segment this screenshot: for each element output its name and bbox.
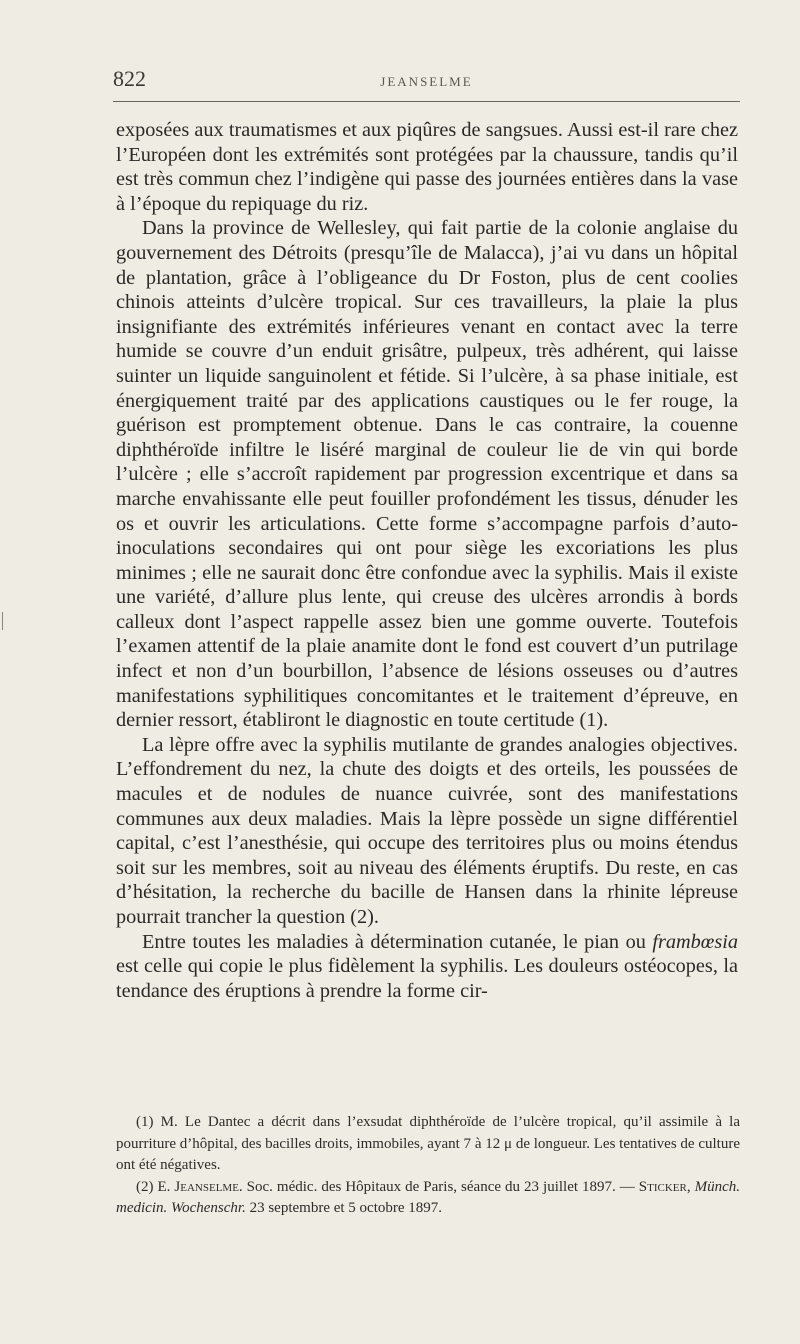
page-header xyxy=(113,66,740,96)
footnote-2-text-1: . Soc. médic. des Hôpitaux de Paris, séance du 23 juillet 1897. — xyxy=(238,1178,639,1195)
footnote-2-author-1: Jeanselme xyxy=(174,1178,239,1195)
footnote-1: (1) M. Le Dantec a décrit dans l’exsudat diphthéroïde de l’ulcère tropical, qu’il assimile à la pourriture d’hôpital, des bacilles droits, immobiles, ayant 7 à 12 μ de longueur. Les tentatives de culture ont été négatives. xyxy=(116,1114,740,1173)
paragraph-4-end: est celle qui copie le plus fidèlement la syphilis. Les douleurs ostéocopes, la tendance des éruptions à prendre la forme cir- xyxy=(116,955,738,1002)
paragraph-2: Dans la province de Wellesley, qui fait partie de la colonie anglaise du gouvernement des Détroits (presqu’île de Malacca), j’ai vu dans un hôpital de plantation, grâce à l’obligeance du Dr Foston, plus de cent coolies chinois atteints d’ulcère tropical. Sur ces travailleurs, la plaie la plus insignifiante des extrémités inférieures venant en contact avec la terre humide se couvre d’un enduit grisâtre, pulpeux, très adhérent, qui laisse suinter un liquide sanguinolent et fétide. Si l’ulcère, à sa phase initiale, est énergiquement traité par des applications caustiques ou le fer rouge, la guérison est promptement obtenue. Dans le cas contraire, la couenne diphthéroïde infiltre le liséré marginal de couleur lie de vin qui borde l’ulcère ; elle s’accroît rapidement par progression excentrique et dans sa marche envahissante elle peut fouiller profondément les tissus, dénuder les os et ouvrir les articulations. Cette forme s’accompagne parfois d’auto-inoculations secondaires qui ont pour siège les excoriations les plus minimes ; elle ne saurait donc être confondue avec la syphilis. Mais il existe une variété, d’allure plus lente, qui creuse des ulcères arrondis à bords calleux dont l’aspect rappelle assez bien une gomme ouverte. Toutefois l’examen attentif de la plaie anamite dont le fond est couvert d’un putrilage infect et non d’un bourbillon, l’absence de lésions osseuses ou d’autres manifestations syphilitiques concomitantes et le traitement d’épreuve, en dernier ressort, établiront le diagnostic en toute certitude (1). xyxy=(116,217,738,732)
footnote-2-sep: , xyxy=(686,1178,695,1195)
paragraph-1: exposées aux traumatismes et aux piqûres de sangsues. Aussi est-il rare chez l’Européen dont les extrémités sont protégées par la chaussure, tandis qu’il est très commun chez l’indigène qui passe des journées entières dans la vase à l’époque du repiquage du riz. xyxy=(116,119,738,215)
page-number: 822 xyxy=(113,66,146,91)
running-head: JEANSELME xyxy=(380,74,473,89)
footnote-2 xyxy=(116,1177,740,1220)
paragraph-3: La lèpre offre avec la syphilis mutilante de grandes analogies objectives. L’effondrement du nez, la chute des doigts et des orteils, les poussées de macules et de nodules de nuance cuivrée, sont des manifestations communes aux deux maladies. Mais la lèpre possède un signe différentiel capital, c’est l’anesthésie, qui occupe des territoires plus ou moins étendus soit sur les membres, soit au niveau des éléments éruptifs. Du reste, en cas d’hésitation, la recherche du bacille de Hansen dans la rhinite lépreuse pourrait trancher la question (2). xyxy=(116,733,738,928)
footnote-2-marker: (2) E. xyxy=(136,1178,175,1195)
italic-term: frambœsia xyxy=(652,930,738,953)
margin-mark xyxy=(2,612,3,630)
body-text xyxy=(116,118,738,1003)
footnote-2-journal: Münch. medicin. Wochenschr. xyxy=(116,1178,741,1216)
paragraph-4 xyxy=(116,930,738,1004)
header-rule xyxy=(113,101,740,102)
footnote-2-text-2: 23 septembre et 5 octobre 1897. xyxy=(245,1200,443,1216)
footnote-2-author-2: Sticker xyxy=(638,1178,687,1195)
footnotes xyxy=(116,1112,740,1220)
paragraph-4-start: Entre toutes les maladies à détermination cutanée, le pian ou xyxy=(142,930,653,953)
